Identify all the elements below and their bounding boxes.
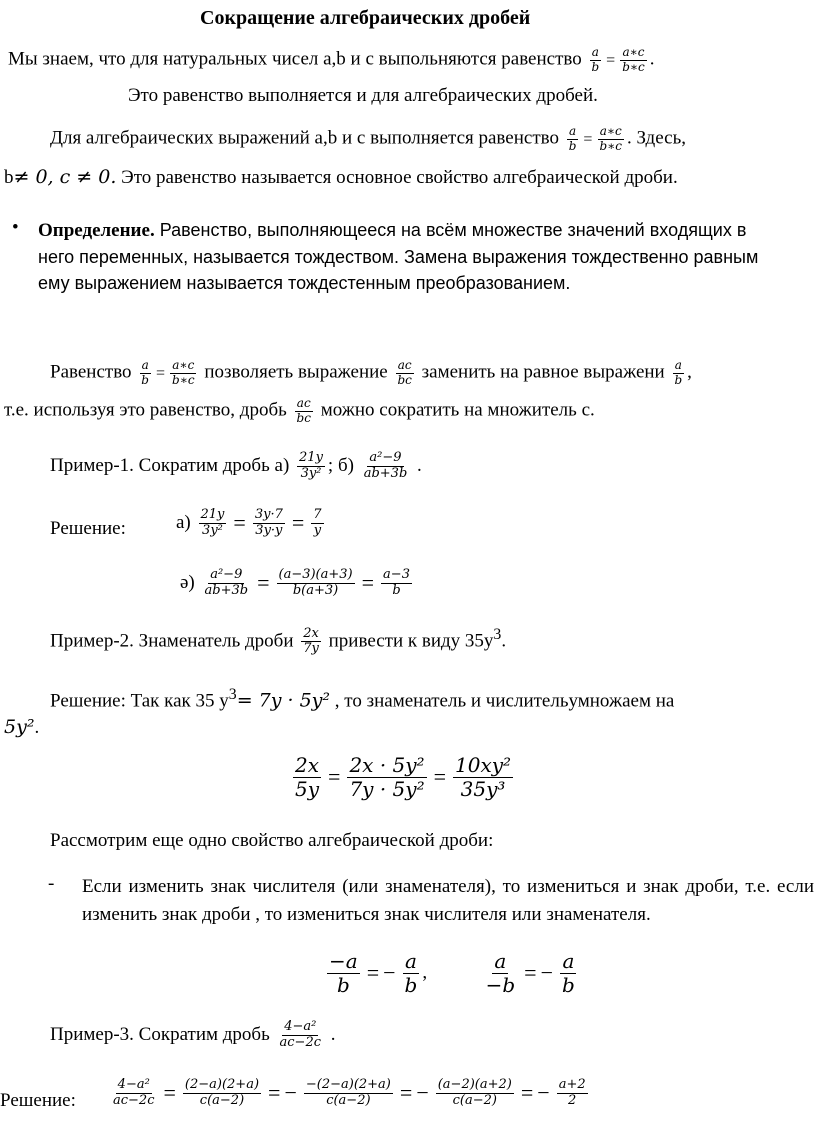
fraction: $\frac{\text{2x · 5y²}}{\text{7y · 5y²}}$ — [349, 753, 425, 801]
solution-1b: ә) $\frac{\text{a²−9}}{ab+3b}$ = $\frac{(a-3)(a+3)}{b(a+3)}$ = $\frac{a-3}{b}$ — [180, 567, 410, 598]
fraction: $\frac{21y}{\text{3y²}}$ — [299, 450, 323, 481]
solution-2-cont: 5y². — [4, 716, 40, 738]
fraction: $\frac{a}{b}$ — [562, 949, 575, 997]
fraction: $\frac{2x}{7y}$ — [303, 625, 319, 657]
definition-title: Определение. — [38, 220, 155, 241]
fraction-a-over-b: $\frac{a}{b}$ — [568, 124, 577, 153]
fraction: $\frac{\text{10xy²}}{\text{35y³}}$ — [455, 753, 512, 801]
definition-text: Определение. Равенство, выполняющееся на всём множестве значений входящих в него переменных, называется тождеством. Замена выражения тождественно равным ему выражением называется тождестенным преобразованием. — [38, 220, 759, 293]
paragraph-5: Равенство $\frac{a}{b}$ = $\frac{a∗c}{b∗c}$ позволяеть выражение $\frac{ac}{bc}$ заменить на равное выражени $\frac{a}{b}$ , — [50, 358, 692, 387]
paragraph-2: Это равенство выполняется и для алгебраических дробей. — [128, 85, 598, 106]
fraction: $\frac{a}{-b}$ — [485, 949, 516, 997]
solution-2: Решение: Так как 35 $y^3= 7y \cdot 5y^2$ , то знаменатель и числительумножаем на — [50, 686, 675, 712]
fraction: $\frac{(2-a)(2+a)}{c(a-2)}$ — [184, 1077, 260, 1108]
fraction: $\frac{\text{a²−9}}{ab+3b}$ — [204, 567, 249, 598]
fraction: $\frac{(a-2)(a+2)}{c(a-2)}$ — [437, 1077, 512, 1108]
fraction: $\frac{\text{4−a²}}{ac-2c}$ — [113, 1077, 155, 1108]
fraction: $\frac{(a-3)(a+3)}{b(a+3)}$ — [278, 567, 353, 598]
fraction: $\frac{ac}{bc}$ — [296, 396, 311, 425]
example-2: Пример-2. Знаменатель дроби $\frac{2x}{7y}$ привести к виду $35y^3$. — [50, 625, 507, 657]
fraction: $\frac{a}{b}$ — [404, 949, 418, 997]
fraction: $\frac{-(2-a)(2+a)}{c(a-2)}$ — [305, 1077, 391, 1108]
fraction: $\frac{-a}{b}$ — [329, 949, 358, 997]
solution-3-formula: $\frac{\text{4−a²}}{ac-2c}$ = $\frac{(2-a)(2+a)}{c(a-2)}$ = − $\frac{-(2-a)(2+a)}{c(a-2)}$ = − $\frac{(a-2)(a+2)}{c(a-2)}$ = − $\frac{a+2}{2}$ — [113, 1077, 586, 1108]
fraction: $\frac{3y\cdot 7}{3y\cdot y}$ — [254, 507, 283, 538]
fraction: $\frac{a-3}{b}$ — [383, 567, 410, 598]
fraction: $\frac{a}{b}$ — [674, 358, 683, 387]
fraction: $\frac{\text{4−a²}}{ac-2c}$ — [279, 1019, 321, 1050]
paragraph-5-cont: т.е. используя это равенство, дробь $\frac{ac}{bc}$ можно сократить на множитель с. — [4, 396, 595, 425]
fraction: $\frac{a}{b}$ — [141, 358, 149, 387]
fraction: $\frac{7}{y}$ — [313, 507, 322, 538]
fraction-ac-over-bc: $\frac{a∗c}{b∗c}$ — [622, 45, 645, 74]
page-title: Сокращение алгебраических дробей — [200, 7, 531, 29]
fraction: $\frac{a+2}{2}$ — [558, 1077, 586, 1108]
solution-3-label: Решение: — [0, 1090, 76, 1111]
bullet-icon: • — [12, 217, 19, 238]
fraction-a-over-b: $\frac{a}{b}$ — [591, 45, 600, 74]
solution-1a: а) $\frac{21y}{\text{3y²}}$ = $\frac{3y\cdot 7}{3y\cdot y}$ = $\frac{7}{y}$ — [176, 507, 322, 538]
paragraph-1-text: Мы знаем, что для натуральных чисел a,b и с выпольняются равенство — [8, 48, 582, 70]
definition-block — [12, 217, 772, 296]
fraction: $\frac{ac}{bc}$ — [397, 358, 412, 387]
solution-2-formula: $\frac{2x}{5y}$ = $\frac{\text{2x · 5y²}}{\text{7y · 5y²}}$ = $\frac{\text{10xy²}}{\text{35y³}}$ — [295, 753, 512, 801]
example-3: Пример-3. Сократим дробь $\frac{\text{4−a²}}{ac-2c}$ . — [50, 1019, 336, 1050]
solution-1-label: Решение: — [50, 518, 126, 539]
sign-rule-text: Если изменить знак числителя (или знаменателя), то измениться и знак дроби, т.е. если изменить знак дроби , то измениться знак числителя или знаменателя. — [82, 876, 814, 925]
fraction: $\frac{2x}{5y}$ — [295, 753, 320, 801]
sign-rule — [48, 873, 814, 929]
sign-rule-formula: $\frac{-a}{b}$ = − $\frac{a}{b}$ , $\frac{a}{-b}$ = − $\frac{a}{b}$ — [329, 949, 575, 997]
fraction: $\frac{21y}{\text{3y²}}$ — [200, 507, 225, 538]
paragraph-1: Мы знаем, что для натуральных чисел a,b и с выпольняются равенство $\frac{a}{b}$ = $\frac{a∗c}{b∗c}$ . — [8, 45, 655, 74]
paragraph-3: Для алгебраических выражений a,b и с выполняется равенство $\frac{a}{b}$ = $\frac{a∗c}{b∗c}$ . Здесь, — [50, 124, 686, 153]
paragraph-6: Рассмотрим еще одно свойство алгебраической дроби: — [50, 830, 494, 851]
dash-marker: - — [48, 873, 55, 894]
fraction: $\frac{\text{a²−9}}{ab+3b}$ — [363, 450, 408, 481]
example-1: Пример-1. Сократим дробь а) $\frac{21y}{\text{3y²}}$ ; б) $\frac{\text{a²−9}}{ab+3b}$ . — [50, 450, 422, 481]
fraction: $\frac{a∗c}{b∗c}$ — [172, 358, 195, 387]
nonzero-conditions: ≠ 0, c ≠ 0. — [13, 166, 117, 188]
paragraph-4: b≠ 0, c ≠ 0. Это равенство называется основное свойство алгебраической дроби. — [4, 166, 678, 188]
fraction-ac-over-bc: $\frac{a∗c}{b∗c}$ — [599, 124, 623, 153]
